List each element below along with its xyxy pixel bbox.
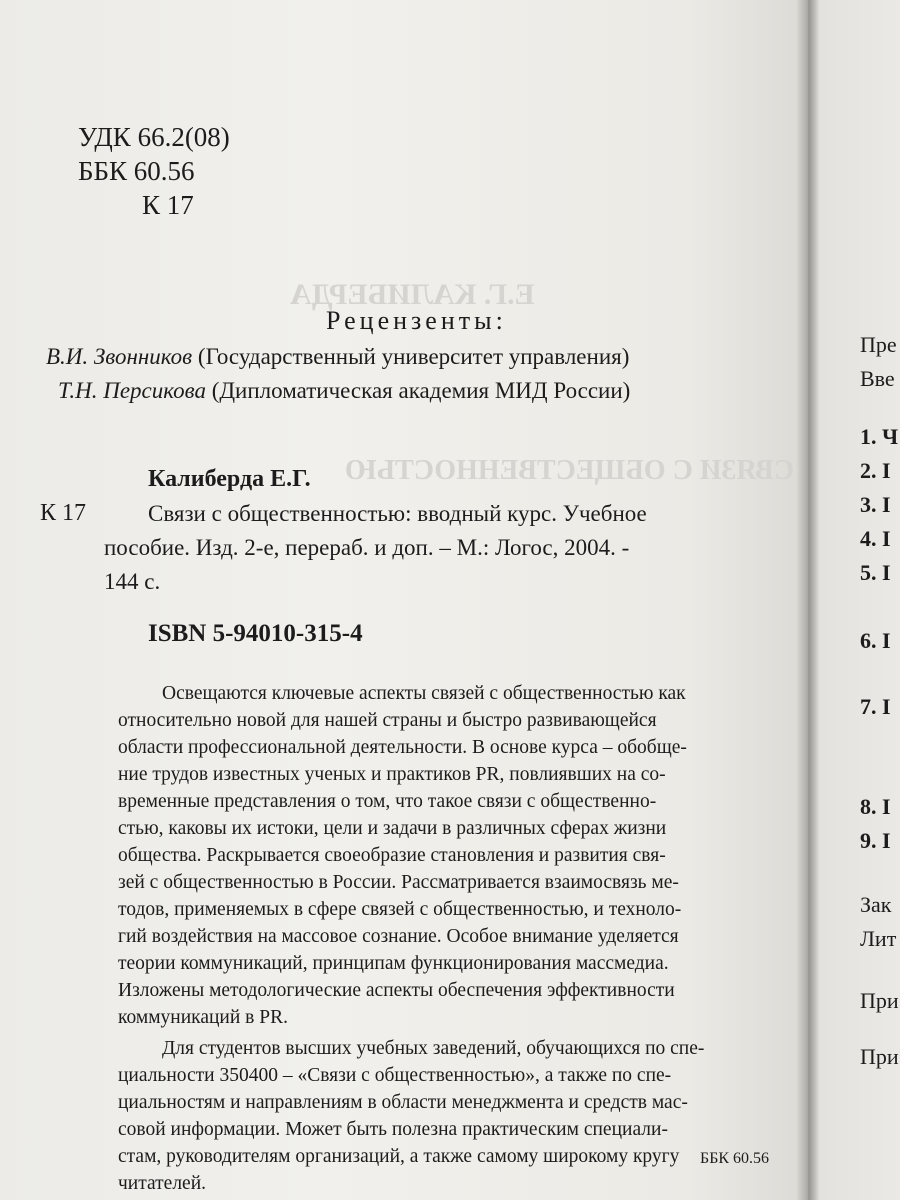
toc-line: При — [860, 1044, 899, 1069]
bottom-bbk: ББК 60.56 — [700, 1150, 770, 1167]
toc-line: Зак — [860, 892, 892, 917]
reviewer-affiliation: (Государственный университет управления) — [197, 344, 630, 369]
reviewer-name: В.И. Звонников — [46, 344, 193, 369]
toc-line: При — [860, 988, 899, 1013]
abstract-line: относительно новой для нашей страны и быстро развивающейся — [118, 710, 657, 731]
abstract-line: коммуникаций в PR. — [118, 1007, 288, 1028]
reviewers-heading: Рецензенты: — [326, 306, 507, 335]
abstract-line: Для студентов высших учебных заведений, обучающихся по спе- — [162, 1038, 705, 1059]
abstract-line: стам, руководителям организаций, а также самому широкому кругу — [118, 1146, 680, 1167]
reviewer-affiliation: (Дипломатическая академия МИД России) — [211, 378, 631, 403]
abstract-line: зей с общественностью в России. Рассматривается взаимосвязь ме- — [118, 872, 679, 893]
reviewer-line-1 — [46, 344, 629, 370]
abstract-line: ние трудов известных ученых и практиков PR, повлиявших на со- — [118, 764, 666, 785]
catalog-mark: К 17 — [40, 500, 87, 526]
toc-line: 7. I — [860, 694, 891, 719]
book-gutter — [796, 0, 820, 1200]
toc-line: 8. I — [860, 794, 891, 819]
udk-code: УДК 66.2(08) — [78, 122, 230, 152]
abstract-line: гий воздействия на массовое сознание. Особое внимание уделяется — [118, 926, 679, 947]
abstract-line: читателей. — [118, 1173, 207, 1194]
abstract-line: совой информации. Может быть полезна практическим специали- — [118, 1119, 668, 1140]
bbk-code: ББК 60.56 — [78, 156, 195, 186]
toc-line: 2. I — [860, 458, 891, 483]
toc-line: Пре — [860, 332, 897, 357]
abstract-line: тодов, применяемых в сфере связей с общественностью, и техноло- — [118, 899, 682, 920]
ghost-author-text: Е.Г. КАЛИБЕРДА — [290, 278, 535, 311]
reviewer-name: Т.Н. Персикова — [58, 378, 206, 403]
toc-line: 1. Ч — [860, 424, 899, 449]
abstract-line: Изложены методологические аспекты обеспечения эффективности — [118, 980, 675, 1001]
abstract-line: циальности 350400 – «Связи с общественностью», а также по спе- — [118, 1065, 672, 1086]
abstract-line: циальностям и направлениям в области менеджмента и средств мас- — [118, 1092, 688, 1113]
right-page — [808, 0, 900, 1200]
abstract-line: временные представления о том, что такое связи с общественно- — [118, 791, 657, 812]
toc-line: 3. I — [860, 492, 891, 517]
abstract-line: области профессиональной деятельности. В основе курса – обобще- — [118, 737, 687, 758]
toc-line: 4. I — [860, 526, 891, 551]
isbn: ISBN 5-94010-315-4 — [148, 620, 363, 647]
ghost-title-text: СВЯЗИ С ОБЩЕСТВЕННОСТЬЮ — [345, 455, 795, 486]
toc-line: Вве — [860, 366, 895, 391]
reviewer-line-2 — [58, 378, 630, 404]
toc-line: 9. I — [860, 828, 891, 853]
catalog-line-2: пособие. Изд. 2-е, перераб. и доп. – М.: Логос, 2004. - — [104, 535, 630, 560]
catalog-author: Калиберда Е.Г. — [148, 466, 311, 492]
catalog-line-3: 144 с. — [104, 569, 161, 594]
author-mark: К 17 — [142, 190, 194, 220]
catalog-line-1: Связи с общественностью: вводный курс. Учебное — [148, 501, 647, 526]
abstract-line: общества. Раскрывается своеобразие становления и развития свя- — [118, 845, 666, 866]
toc-line: 6. I — [860, 628, 891, 653]
toc-line: 5. I — [860, 560, 891, 585]
toc-line: Лит — [860, 926, 897, 951]
abstract-line: Освещаются ключевые аспекты связей с общественностью как — [162, 683, 686, 704]
abstract-line: стью, каковы их истоки, цели и задачи в различных сферах жизни — [118, 818, 667, 839]
abstract-line: теории коммуникаций, принципам функционирования массмедиа. — [118, 953, 669, 974]
